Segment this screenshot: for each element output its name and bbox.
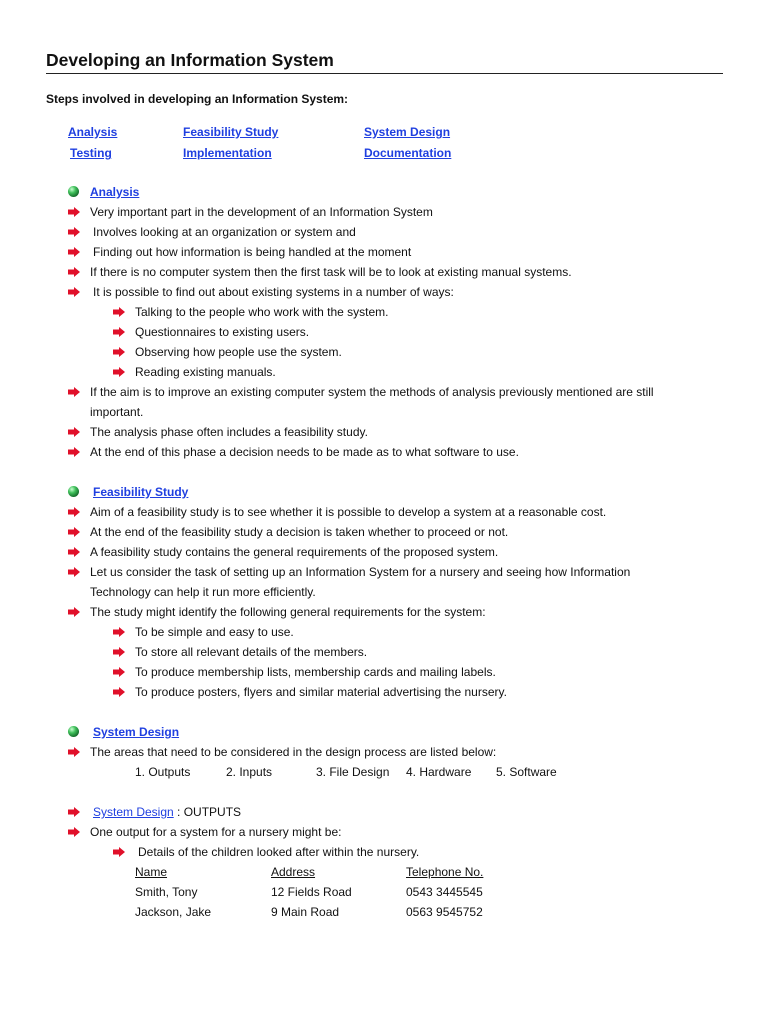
analysis-bullet-continuation: important. [90, 405, 144, 419]
document-page [46, 0, 723, 1024]
red-arrow-icon [113, 367, 125, 377]
feasibility-sub-bullet: To be simple and easy to use. [135, 625, 294, 639]
nav-link-analysis[interactable]: Analysis [68, 125, 118, 139]
outputs-bullet: One output for a system for a nursery might be: [90, 825, 342, 839]
nav-link-implementation[interactable]: Implementation [183, 146, 272, 160]
red-arrow-icon [68, 387, 80, 397]
analysis-bullet: Finding out how information is being handled at the moment [93, 245, 412, 259]
analysis-sub-bullet: Reading existing manuals. [135, 365, 276, 379]
red-arrow-icon [68, 547, 80, 557]
outputs-heading-link[interactable]: System Design [93, 805, 174, 819]
nav-link-testing[interactable]: Testing [70, 146, 112, 160]
design-area-item: 2. Inputs [226, 765, 273, 779]
table-cell-address: 9 Main Road [271, 905, 340, 919]
red-arrow-icon [113, 347, 125, 357]
feasibility-bullet: At the end of the feasibility study a decision is taken whether to proceed or not. [90, 525, 509, 539]
analysis-sub-bullet: Questionnaires to existing users. [135, 325, 310, 339]
page-title: Developing an Information System [46, 47, 723, 74]
green-ball-icon [68, 186, 79, 197]
analysis-bullet: If the aim is to improve an existing computer system the methods of analysis previously mentioned are still [90, 385, 654, 399]
table-cell-address: 12 Fields Road [271, 885, 352, 899]
red-arrow-icon [68, 527, 80, 537]
design-area-item: 4. Hardware [406, 765, 472, 779]
red-arrow-icon [68, 267, 80, 277]
red-arrow-icon [113, 667, 125, 677]
analysis-sub-bullet: Observing how people use the system. [135, 345, 342, 359]
analysis-bullet: Involves looking at an organization or system and [93, 225, 356, 239]
intro-text: Steps involved in developing an Information System: [46, 92, 349, 106]
outputs-heading-suffix: : OUTPUTS [177, 805, 242, 819]
table-cell-telephone: 0543 3445545 [406, 885, 483, 899]
analysis-bullet: Very important part in the development of an Information System [90, 205, 433, 219]
red-arrow-icon [113, 627, 125, 637]
feasibility-bullet-continuation: Technology can help it run more efficiently. [90, 585, 316, 599]
design-area-item: 3. File Design [316, 765, 390, 779]
outputs-sub-bullet: Details of the children looked after within the nursery. [138, 845, 420, 859]
red-arrow-icon [68, 207, 80, 217]
section-heading-feasibility-study[interactable]: Feasibility Study [93, 485, 189, 499]
nav-link-system-design[interactable]: System Design [364, 125, 451, 139]
table-cell-telephone: 0563 9545752 [406, 905, 483, 919]
nav-link-documentation[interactable]: Documentation [364, 146, 452, 160]
nav-link-feasibility-study[interactable]: Feasibility Study [183, 125, 279, 139]
red-arrow-icon [68, 567, 80, 577]
design-bullet: The areas that need to be considered in the design process are listed below: [90, 745, 497, 759]
red-arrow-icon [68, 227, 80, 237]
table-header-telephone: Telephone No. [406, 865, 484, 879]
section-heading-outputs [93, 802, 241, 822]
green-ball-icon [68, 726, 79, 737]
red-arrow-icon [113, 307, 125, 317]
red-arrow-icon [68, 427, 80, 437]
table-cell-name: Smith, Tony [135, 885, 198, 899]
design-area-item: 5. Software [496, 765, 557, 779]
section-heading-system-design[interactable]: System Design [93, 725, 180, 739]
table-header-name: Name [135, 865, 168, 879]
feasibility-bullet: Let us consider the task of setting up an Information System for a nursery and seeing how Information [90, 565, 631, 579]
feasibility-bullet: Aim of a feasibility study is to see whether it is possible to develop a system at a reasonable cost. [90, 505, 607, 519]
red-arrow-icon [68, 827, 80, 837]
feasibility-bullet: The study might identify the following general requirements for the system: [90, 605, 486, 619]
red-arrow-icon [68, 287, 80, 297]
red-arrow-icon [113, 327, 125, 337]
green-ball-icon [68, 486, 79, 497]
analysis-bullet: If there is no computer system then the first task will be to look at existing manual systems. [90, 265, 572, 279]
table-cell-name: Jackson, Jake [135, 905, 212, 919]
analysis-bullet: The analysis phase often includes a feasibility study. [90, 425, 368, 439]
design-area-item: 1. Outputs [135, 765, 191, 779]
red-arrow-icon [68, 507, 80, 517]
feasibility-sub-bullet: To produce posters, flyers and similar material advertising the nursery. [135, 685, 507, 699]
red-arrow-icon [113, 847, 125, 857]
feasibility-sub-bullet: To produce membership lists, membership cards and mailing labels. [135, 665, 496, 679]
red-arrow-icon [113, 687, 125, 697]
red-arrow-icon [68, 807, 80, 817]
section-heading-analysis[interactable]: Analysis [90, 185, 140, 199]
analysis-bullet: It is possible to find out about existing systems in a number of ways: [93, 285, 454, 299]
red-arrow-icon [68, 447, 80, 457]
analysis-sub-bullet: Talking to the people who work with the system. [135, 305, 389, 319]
red-arrow-icon [68, 607, 80, 617]
red-arrow-icon [68, 247, 80, 257]
feasibility-sub-bullet: To store all relevant details of the members. [135, 645, 368, 659]
table-header-address: Address [271, 865, 316, 879]
red-arrow-icon [68, 747, 80, 757]
analysis-bullet: At the end of this phase a decision needs to be made as to what software to use. [90, 445, 519, 459]
feasibility-bullet: A feasibility study contains the general requirements of the proposed system. [90, 545, 499, 559]
red-arrow-icon [113, 647, 125, 657]
